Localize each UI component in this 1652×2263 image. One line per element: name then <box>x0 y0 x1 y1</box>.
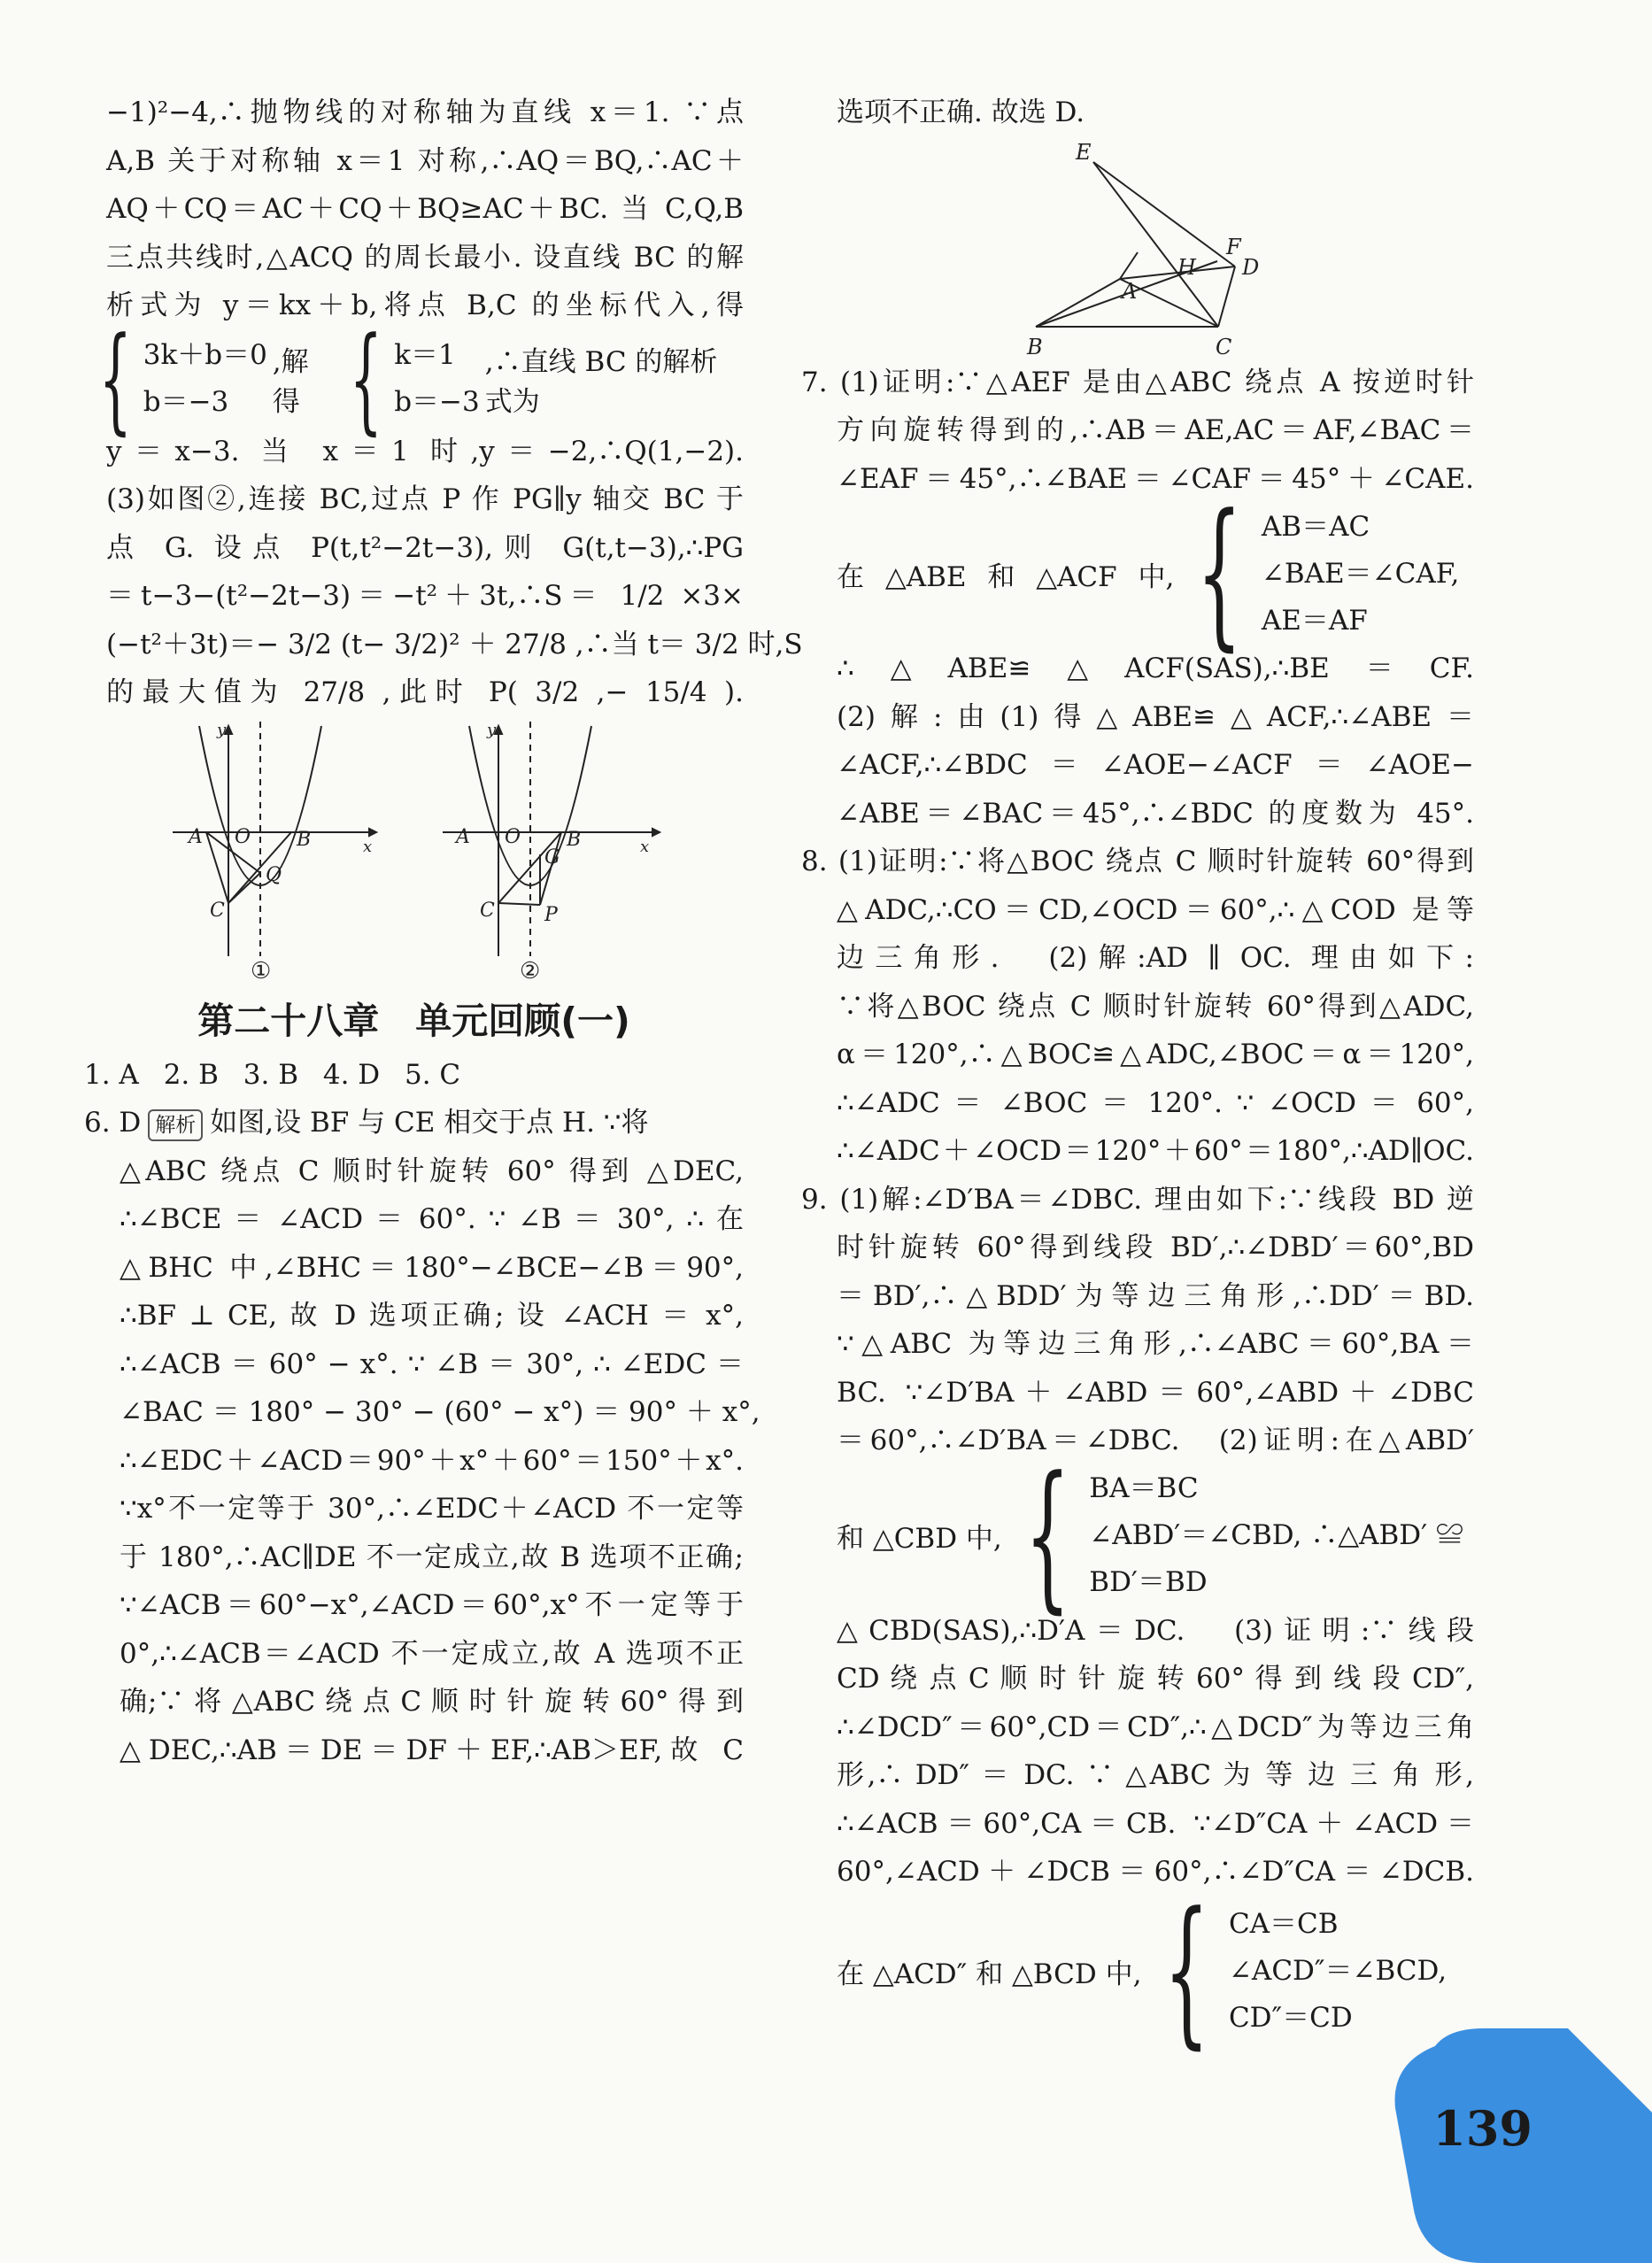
text-line: 选项不正确. 故选 D. <box>837 97 1085 128</box>
text-line: △DEC,∴AB＝DE＝DF＋EF,∴AB＞EF,故 C <box>120 1734 744 1766</box>
label-x: x <box>640 837 650 856</box>
segment-ed <box>1093 162 1235 266</box>
text-line: 9. (1)解:∠D′BA＝∠DBC. 理由如下:∵线段 BD 逆 <box>801 1183 1474 1216</box>
text-line: 点 G. 设点 P(t,t²−2t−3),则 G(t,t−3),∴PG <box>106 531 744 564</box>
text-line: A,B 关于对称轴 x＝1 对称,∴AQ＝BQ,∴AC＋ <box>106 144 744 177</box>
equation-line: 3k＋b＝0 <box>143 338 267 371</box>
analysis-tag: 解析 <box>148 1109 203 1141</box>
text-line: 的最大值为 27/8 ,此时 P( 3/2 ,− 15/4 ). <box>106 676 744 708</box>
segment-dc <box>1218 266 1235 327</box>
text-line: ∠EAF＝45°,∴∠BAE＝∠CAF＝45°＋∠CAE. <box>837 462 1474 495</box>
text-line: ∴∠ADC ＝ ∠BOC ＝ 120°. ∵ ∠OCD ＝ 60°, <box>837 1086 1474 1119</box>
segment-ac <box>206 832 228 903</box>
label-a: A <box>189 825 203 848</box>
label-x: x <box>363 837 373 856</box>
text: ,解得 <box>272 345 309 418</box>
label-g: G <box>544 846 560 869</box>
text-line: 60°,∠ACD＋∠DCB＝60°,∴∠D″CA＝∠DCB. <box>837 1856 1474 1888</box>
label-a: A <box>456 825 470 848</box>
text-line: ∠ABE＝∠BAC＝45°,∴∠BDC 的度数为 45°. <box>837 797 1474 830</box>
text-line: 边三角形. (2)解:AD ∥ OC. 理由如下: <box>837 942 1474 974</box>
text-line: △ABC 绕点 C 顺时针旋转 60° 得到 △DEC, <box>120 1155 744 1187</box>
text-line: ＝60°,∴∠D′BA＝∠DBC. (2)证明:在△ABD′ <box>837 1425 1474 1456</box>
text-line: 析式为 y＝kx＋b,将点 B,C 的坐标代入,得 <box>106 290 744 321</box>
segment-ba <box>1036 279 1120 327</box>
page-number: 139 <box>1432 2100 1532 2157</box>
left-column <box>84 89 803 1774</box>
text-line: ＝t−3−(t²−2t−3)＝−t²＋3t,∴S＝ 1/2 ×3× <box>106 580 744 612</box>
text-line: BC. ∵∠D′BA＋∠ABD＝60°,∠ABD＋∠DBC <box>837 1376 1474 1409</box>
text-line: (2)解:由(1)得△ABE≌△ACF,∴∠ABE＝ <box>837 700 1474 733</box>
text-line: 方向旋转得到的,∴AB＝AE,AC＝AF,∠BAC＝ <box>837 414 1474 446</box>
label-h: H <box>1177 254 1196 280</box>
text-line: AQ＋CQ＝AC＋CQ＋BQ≥AC＋BC. 当 C,Q,B <box>106 193 744 225</box>
text-line: ∠BAC ＝ 180° − 30° − (60° − x°) ＝ 90° ＋ x°, <box>120 1396 760 1428</box>
text-line: ∴∠ACB ＝ 60° − x°. ∵ ∠B ＝ 30°, ∴ ∠EDC ＝ <box>120 1348 744 1380</box>
label-y: y <box>217 720 227 739</box>
segment-ec <box>1093 162 1218 327</box>
text-line: ∴∠ACB＝60°,CA＝CB. ∵∠D″CA＋∠ACD＝ <box>837 1807 1474 1840</box>
text-line: ∠ACF,∴∠BDC＝∠AOE−∠ACF＝∠AOE− <box>837 749 1474 781</box>
text-line: ∵∠ACB＝60°−x°,∠ACD＝60°,x°不一定等于 <box>120 1589 744 1621</box>
q6-head-line: 6. D 解析 如图,设 BF 与 CE 相交于点 H. ∵将 <box>84 1099 744 1147</box>
text-line: △CBD(SAS),∴D′A＝DC. (3)证明:∵线段 <box>837 1614 1474 1647</box>
figure-1 <box>173 721 376 983</box>
text-line: (−t²＋3t)＝− 3/2 (t− 3/2)² ＋ 27/8 ,∴当 t＝ 3/2 时,S <box>106 628 803 660</box>
text-line: △ADC,∴CO＝CD,∠OCD＝60°,∴△COD 是等 <box>837 893 1474 926</box>
text-line: α＝120°,∴△BOC≌△ADC,∠BOC＝α＝120°, <box>837 1039 1474 1070</box>
figure-2 <box>443 721 660 983</box>
system-q9-3: 在 △ACD″ 和 △BCD 中, { CA＝CB ∠ACD″＝∠BCD, CD″＝CD <box>837 1878 1447 2064</box>
system-q9: 和 △CBD 中, { BA＝BC ∠ABD′＝∠CBD, ∴△ABD′ ≌ BD′＝BD <box>837 1442 1464 1628</box>
text: ,∴直线 BC 的解析式为 <box>484 345 718 418</box>
chapter-title: 第二十八章 单元回顾(一) <box>197 999 630 1042</box>
text-line: (3)如图②,连接 BC,过点 P 作 PG∥y 轴交 BC 于 <box>106 483 744 515</box>
text-line: 三点共线时,△ACQ 的周长最小. 设直线 BC 的解 <box>106 241 744 274</box>
label-a: A <box>1122 278 1138 304</box>
system-q7: 在 △ABE 和 △ACF 中, { AB＝AC ∠BAE＝∠CAF, AE＝AF <box>837 481 1460 666</box>
label-o: O <box>505 825 521 848</box>
label-p: P <box>544 903 558 926</box>
label-b: B <box>1027 334 1043 359</box>
system-equations-1: { 3k＋b＝0 b＝−3 ,解得 { k＝1 b＝−3 ,∴直线 BC 的解析式为 <box>84 330 744 428</box>
text-line: 于 180°,∴AC∥DE 不一定成立,故 B 选项不正确; <box>120 1541 744 1573</box>
text-line: ∵x°不一定等于 30°,∴∠EDC＋∠ACD 不一定等 <box>120 1493 744 1525</box>
parabola-figures <box>84 717 744 983</box>
label-q: Q <box>266 863 282 886</box>
text-line: △BHC 中,∠BHC＝180°−∠BCE−∠B＝90°, <box>120 1251 744 1284</box>
text-line: ＝BD′,∴△BDD′为等边三角形,∴DD′＝BD. <box>837 1279 1474 1312</box>
text-line: ∴∠EDC＋∠ACD＝90°＋x°＋60°＝150°＋x°. <box>120 1444 744 1477</box>
equation-line: k＝1 <box>394 338 456 371</box>
text-line: −1)²−4,∴抛物线的对称轴为直线 x＝1. ∵点 <box>106 97 744 128</box>
text-line: 7. (1)证明:∵△AEF 是由△ABC 绕点 A 按逆时针 <box>801 366 1474 398</box>
label-e: E <box>1076 139 1092 165</box>
text-line: ∴BF ⊥ CE, 故 D 选项正确; 设 ∠ACH ＝ x°, <box>120 1300 744 1332</box>
text-line: 时针旋转 60°得到线段 BD′,∴∠DBD′＝60°,BD <box>837 1232 1474 1263</box>
text-line: ∵△ABC 为等边三角形,∴∠ABC＝60°,BA＝ <box>837 1328 1474 1360</box>
label-c: C <box>480 899 495 922</box>
answer-line: 1. A 2. B 3. B 4. D 5. C <box>84 1058 461 1091</box>
label-c: C <box>1216 334 1232 359</box>
segment-aq <box>206 832 260 873</box>
text-line: ∴∠BCE ＝ ∠ACD ＝ 60°. ∵ ∠B ＝ 30°, ∴ 在 <box>120 1203 744 1235</box>
equation-line: b＝−3 <box>143 385 229 418</box>
text-line: ∴∠ADC＋∠OCD＝120°＋60°＝180°,∴AD∥OC. <box>837 1135 1474 1167</box>
text-line: 8. (1)证明:∵将△BOC 绕点 C 顺时针旋转 60°得到 <box>801 846 1474 877</box>
text-line: y＝x−3. 当 x＝1 时,y＝−2,∴Q(1,−2). <box>106 435 744 467</box>
equation-line: b＝−3 <box>394 385 480 418</box>
text-line: ∴∠DCD″＝60°,CD＝CD″,∴△DCD″为等边三角 <box>837 1711 1474 1743</box>
figure-label-1: ① <box>251 957 272 983</box>
label-y: y <box>487 720 497 739</box>
geometry-figure <box>801 137 1474 359</box>
label-b: B <box>567 828 582 851</box>
label-b: B <box>297 828 312 851</box>
text-line: CD 绕 点 C 顺 时 针 旋 转 60° 得 到 线 段 CD″, <box>837 1663 1474 1695</box>
figure-label-2: ② <box>520 957 541 983</box>
text-line: ∴△ABE≌△ACF(SAS),∴BE＝CF. <box>837 653 1474 684</box>
text-line: ∵将△BOC 绕点 C 顺时针旋转 60°得到△ADC, <box>837 990 1474 1023</box>
text-line: 形,∴ DD″ ＝ DC. ∵ △ABC 为 等 边 三 角 形, <box>837 1759 1474 1791</box>
text-line: 0°,∴∠ACB＝∠ACD 不一定成立,故 A 选项不正 <box>120 1637 744 1670</box>
text-line: 确;∵ 将 △ABC 绕 点 C 顺 时 针 旋 转 60° 得 到 <box>120 1686 744 1718</box>
right-column <box>801 89 1474 2064</box>
label-f: F <box>1226 234 1241 259</box>
label-c: C <box>210 899 225 922</box>
label-d: D <box>1242 254 1260 280</box>
label-o: O <box>235 825 251 848</box>
